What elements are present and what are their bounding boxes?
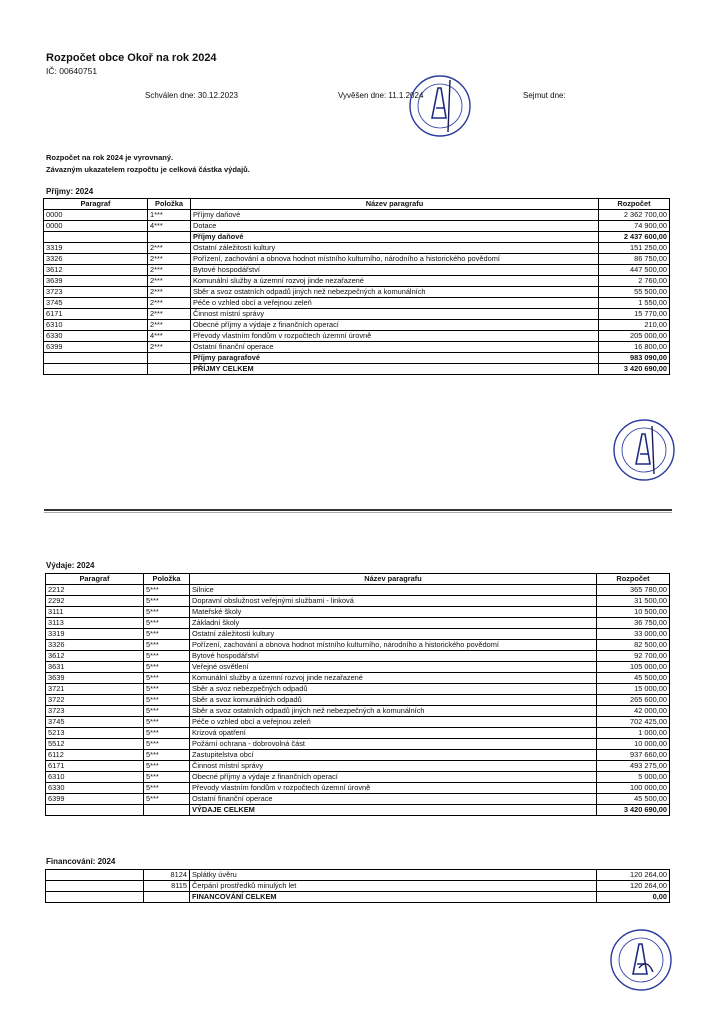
rozpocet-cell: 2 760,00 [599, 276, 670, 287]
rozpocet-cell: 983 090,00 [599, 353, 670, 364]
polozka-cell: 5*** [144, 761, 190, 772]
nazev-cell: Ostatní záležitosti kultury [190, 629, 597, 640]
nazev-cell: Ostatní finanční operace [191, 342, 599, 353]
nazev-cell: Činnost místní správy [190, 761, 597, 772]
paragraf-cell: 6310 [46, 772, 144, 783]
polozka-cell: 5*** [144, 585, 190, 596]
total-row [46, 805, 670, 816]
paragraf-cell: 3639 [44, 276, 148, 287]
polozka-cell [148, 232, 191, 243]
rozpocet-cell: 447 500,00 [599, 265, 670, 276]
expenses-heading: Výdaje: 2024 [46, 561, 95, 570]
table-row [46, 870, 670, 881]
paragraf-cell: 3113 [46, 618, 144, 629]
polozka-cell: 8115 [144, 881, 190, 892]
table-row [44, 221, 670, 232]
nazev-cell: Veřejné osvětlení [190, 662, 597, 673]
polozka-cell: 5*** [144, 651, 190, 662]
table-row [46, 728, 670, 739]
nazev-cell: Bytové hospodářství [190, 651, 597, 662]
nazev-cell: Silnice [190, 585, 597, 596]
table-row [46, 783, 670, 794]
col-polozka-header: Položka [144, 574, 190, 585]
rozpocet-cell: 120 264,00 [597, 881, 670, 892]
polozka-cell: 5*** [144, 640, 190, 651]
paragraf-cell: 3326 [46, 640, 144, 651]
polozka-cell: 2*** [148, 342, 191, 353]
polozka-cell: 2*** [148, 298, 191, 309]
paragraf-cell [44, 364, 148, 375]
polozka-cell [144, 892, 190, 903]
table-row [46, 629, 670, 640]
rozpocet-cell: 10 000,00 [597, 739, 670, 750]
rozpocet-cell: 10 500,00 [597, 607, 670, 618]
col-nazev-header: Název paragrafu [190, 574, 597, 585]
nazev-cell: Sběr a svoz komunálních odpadů [190, 695, 597, 706]
polozka-cell: 5*** [144, 596, 190, 607]
financing-table [45, 869, 670, 903]
total-row [46, 892, 670, 903]
approved-date: Schválen dne: 30.12.2023 [145, 91, 238, 100]
polozka-cell: 5*** [144, 772, 190, 783]
nazev-cell: Obecné příjmy a výdaje z finančních operací [191, 320, 599, 331]
table-row [46, 607, 670, 618]
paragraf-cell: 6310 [44, 320, 148, 331]
paragraf-cell [46, 870, 144, 881]
nazev-cell: Krizová opatření [190, 728, 597, 739]
polozka-cell: 5*** [144, 662, 190, 673]
table-row [44, 331, 670, 342]
polozka-cell: 2*** [148, 309, 191, 320]
paragraf-cell: 6330 [46, 783, 144, 794]
polozka-cell: 5*** [144, 750, 190, 761]
nazev-cell: PŘÍJMY CELKEM [191, 364, 599, 375]
polozka-cell: 4*** [148, 221, 191, 232]
nazev-cell: Příjmy paragrafové [191, 353, 599, 364]
paragraf-cell: 3326 [44, 254, 148, 265]
nazev-cell: Základní školy [190, 618, 597, 629]
rozpocet-cell: 74 900,00 [599, 221, 670, 232]
table-row [46, 761, 670, 772]
table-row [46, 618, 670, 629]
table-row [46, 662, 670, 673]
table-row [46, 585, 670, 596]
nazev-cell: Obecné příjmy a výdaje z finančních operací [190, 772, 597, 783]
table-row [46, 772, 670, 783]
rozpocet-cell: 55 500,00 [599, 287, 670, 298]
polozka-cell: 2*** [148, 265, 191, 276]
table-row [46, 881, 670, 892]
polozka-cell: 4*** [148, 331, 191, 342]
paragraf-cell: 3612 [46, 651, 144, 662]
nazev-cell: Pořízení, zachování a obnova hodnot místního kulturního, národního a historického povědomí [191, 254, 599, 265]
polozka-cell: 5*** [144, 783, 190, 794]
nazev-cell: Ostatní záležitosti kultury [191, 243, 599, 254]
nazev-cell: Činnost místní správy [191, 309, 599, 320]
total-row [44, 353, 670, 364]
nazev-cell: VÝDAJE CELKEM [190, 805, 597, 816]
income-table [43, 198, 670, 375]
table-row [46, 794, 670, 805]
nazev-cell: Komunální služby a územní rozvoj jinde nezařazené [190, 673, 597, 684]
paragraf-cell [46, 881, 144, 892]
col-rozpocet-header: Rozpočet [597, 574, 670, 585]
table-row [46, 695, 670, 706]
polozka-cell [144, 805, 190, 816]
paragraf-cell: 6171 [46, 761, 144, 772]
polozka-cell: 8124 [144, 870, 190, 881]
paragraf-cell: 3721 [46, 684, 144, 695]
page-divider-shadow [44, 512, 672, 513]
paragraf-cell: 0000 [44, 221, 148, 232]
paragraf-cell: 6112 [46, 750, 144, 761]
table-row [46, 596, 670, 607]
table-row [44, 342, 670, 353]
table-row [44, 276, 670, 287]
nazev-cell: Převody vlastním fondům v rozpočtech územní úrovně [191, 331, 599, 342]
table-row [44, 287, 670, 298]
rozpocet-cell: 15 770,00 [599, 309, 670, 320]
nazev-cell: Péče o vzhled obcí a veřejnou zeleň [190, 717, 597, 728]
col-polozka-header: Položka [148, 199, 191, 210]
paragraf-cell: 3612 [44, 265, 148, 276]
polozka-cell [148, 353, 191, 364]
document-title: Rozpočet obce Okoř na rok 2024 [46, 52, 217, 64]
binding-note: Závazným ukazatelem rozpočtu je celková částka výdajů. [46, 165, 250, 174]
paragraf-cell: 3631 [46, 662, 144, 673]
polozka-cell: 5*** [144, 684, 190, 695]
paragraf-cell: 3319 [46, 629, 144, 640]
table-row [44, 243, 670, 254]
nazev-cell: Sběr a svoz ostatních odpadů jiných než nebezpečných a komunálních [190, 706, 597, 717]
rozpocet-cell: 1 000,00 [597, 728, 670, 739]
paragraf-cell: 3639 [46, 673, 144, 684]
rozpocet-cell: 5 000,00 [597, 772, 670, 783]
rozpocet-cell: 702 425,00 [597, 717, 670, 728]
polozka-cell: 5*** [144, 717, 190, 728]
paragraf-cell [44, 353, 148, 364]
paragraf-cell: 5512 [46, 739, 144, 750]
ico-number: IČ: 00640751 [46, 66, 98, 76]
rozpocet-cell: 105 000,00 [597, 662, 670, 673]
table-row [44, 265, 670, 276]
rozpocet-cell: 100 000,00 [597, 783, 670, 794]
income-heading: Příjmy: 2024 [46, 187, 94, 196]
rozpocet-cell: 1 550,00 [599, 298, 670, 309]
rozpocet-cell: 365 780,00 [597, 585, 670, 596]
paragraf-cell: 6330 [44, 331, 148, 342]
paragraf-cell: 5213 [46, 728, 144, 739]
paragraf-cell: 6171 [44, 309, 148, 320]
polozka-cell: 1*** [148, 210, 191, 221]
polozka-cell: 5*** [144, 629, 190, 640]
paragraf-cell: 6399 [46, 794, 144, 805]
polozka-cell: 2*** [148, 320, 191, 331]
rozpocet-cell: 120 264,00 [597, 870, 670, 881]
rozpocet-cell: 16 800,00 [599, 342, 670, 353]
table-row [46, 673, 670, 684]
nazev-cell: Pořízení, zachování a obnova hodnot místního kulturního, národního a historického povědomí [190, 640, 597, 651]
table-row [44, 254, 670, 265]
paragraf-cell: 2292 [46, 596, 144, 607]
paragraf-cell: 3745 [44, 298, 148, 309]
paragraf-cell: 3319 [44, 243, 148, 254]
table-row [44, 210, 670, 221]
polozka-cell: 2*** [148, 276, 191, 287]
rozpocet-cell: 2 362 700,00 [599, 210, 670, 221]
rozpocet-cell: 31 500,00 [597, 596, 670, 607]
paragraf-cell: 3745 [46, 717, 144, 728]
nazev-cell: Převody vlastním fondům v rozpočtech územní úrovně [190, 783, 597, 794]
nazev-cell: Bytové hospodářství [191, 265, 599, 276]
rozpocet-cell: 45 500,00 [597, 673, 670, 684]
table-row [46, 706, 670, 717]
polozka-cell: 5*** [144, 706, 190, 717]
rozpocet-cell: 45 500,00 [597, 794, 670, 805]
nazev-cell: Příjmy daňové [191, 232, 599, 243]
polozka-cell: 5*** [144, 739, 190, 750]
table-row [46, 717, 670, 728]
paragraf-cell [46, 892, 144, 903]
paragraf-cell: 0000 [44, 210, 148, 221]
table-row [44, 320, 670, 331]
rozpocet-cell: 92 700,00 [597, 651, 670, 662]
rozpocet-cell: 42 000,00 [597, 706, 670, 717]
nazev-cell: Splátky úvěru [190, 870, 597, 881]
rozpocet-cell: 2 437 600,00 [599, 232, 670, 243]
paragraf-cell: 3723 [44, 287, 148, 298]
nazev-cell: Čerpání prostředků minulých let [190, 881, 597, 892]
polozka-cell [148, 364, 191, 375]
rozpocet-cell: 33 000,00 [597, 629, 670, 640]
rozpocet-cell: 82 500,00 [597, 640, 670, 651]
financing-heading: Financování: 2024 [46, 857, 116, 866]
table-row [46, 640, 670, 651]
rozpocet-cell: 210,00 [599, 320, 670, 331]
nazev-cell: Dotace [191, 221, 599, 232]
rozpocet-cell: 151 250,00 [599, 243, 670, 254]
polozka-cell: 5*** [144, 618, 190, 629]
posted-date: Vyvěšen dne: 11.1.2024 [338, 91, 424, 100]
municipal-stamp [408, 74, 472, 138]
col-rozpocet-header: Rozpočet [599, 199, 670, 210]
municipal-stamp-income [612, 418, 676, 482]
paragraf-cell [44, 232, 148, 243]
page-divider [44, 509, 672, 511]
polozka-cell: 5*** [144, 794, 190, 805]
col-paragraf-header: Paragraf [46, 574, 144, 585]
rozpocet-cell: 36 750,00 [597, 618, 670, 629]
nazev-cell: Příjmy daňové [191, 210, 599, 221]
table-row [46, 684, 670, 695]
nazev-cell: Péče o vzhled obcí a veřejnou zeleň [191, 298, 599, 309]
table-row [46, 651, 670, 662]
nazev-cell: Dopravní obslužnost veřejnými službami - linková [190, 596, 597, 607]
total-row [44, 232, 670, 243]
polozka-cell: 2*** [148, 287, 191, 298]
rozpocet-cell: 86 750,00 [599, 254, 670, 265]
paragraf-cell: 3723 [46, 706, 144, 717]
total-row [44, 364, 670, 375]
rozpocet-cell: 265 600,00 [597, 695, 670, 706]
table-row [46, 750, 670, 761]
paragraf-cell: 6399 [44, 342, 148, 353]
polozka-cell: 5*** [144, 695, 190, 706]
paragraf-cell [46, 805, 144, 816]
nazev-cell: Komunální služby a územní rozvoj jinde nezařazené [191, 276, 599, 287]
nazev-cell: Sběr a svoz ostatních odpadů jiných než nebezpečných a komunálních [191, 287, 599, 298]
polozka-cell: 2*** [148, 254, 191, 265]
col-nazev-header: Název paragrafu [191, 199, 599, 210]
nazev-cell: FINANCOVÁNÍ CELKEM [190, 892, 597, 903]
table-row [46, 739, 670, 750]
polozka-cell: 5*** [144, 607, 190, 618]
paragraf-cell: 3111 [46, 607, 144, 618]
rozpocet-cell: 3 420 690,00 [599, 364, 670, 375]
rozpocet-cell: 0,00 [597, 892, 670, 903]
expenses-table [45, 573, 670, 816]
rozpocet-cell: 493 275,00 [597, 761, 670, 772]
municipal-stamp-financing [609, 928, 673, 992]
polozka-cell: 5*** [144, 728, 190, 739]
polozka-cell: 2*** [148, 243, 191, 254]
rozpocet-cell: 937 660,00 [597, 750, 670, 761]
table-row [44, 298, 670, 309]
nazev-cell: Požární ochrana - dobrovolná část [190, 739, 597, 750]
nazev-cell: Mateřské školy [190, 607, 597, 618]
rozpocet-cell: 3 420 690,00 [597, 805, 670, 816]
polozka-cell: 5*** [144, 673, 190, 684]
paragraf-cell: 3722 [46, 695, 144, 706]
nazev-cell: Zastupitelstva obcí [190, 750, 597, 761]
rozpocet-cell: 205 000,00 [599, 331, 670, 342]
paragraf-cell: 2212 [46, 585, 144, 596]
table-row [44, 309, 670, 320]
rozpocet-cell: 15 000,00 [597, 684, 670, 695]
removed-date: Sejmut dne: [523, 91, 566, 100]
nazev-cell: Sběr a svoz nebezpečných odpadů [190, 684, 597, 695]
balanced-note: Rozpočet na rok 2024 je vyrovnaný. [46, 153, 174, 162]
col-paragraf-header: Paragraf [44, 199, 148, 210]
nazev-cell: Ostatní finanční operace [190, 794, 597, 805]
